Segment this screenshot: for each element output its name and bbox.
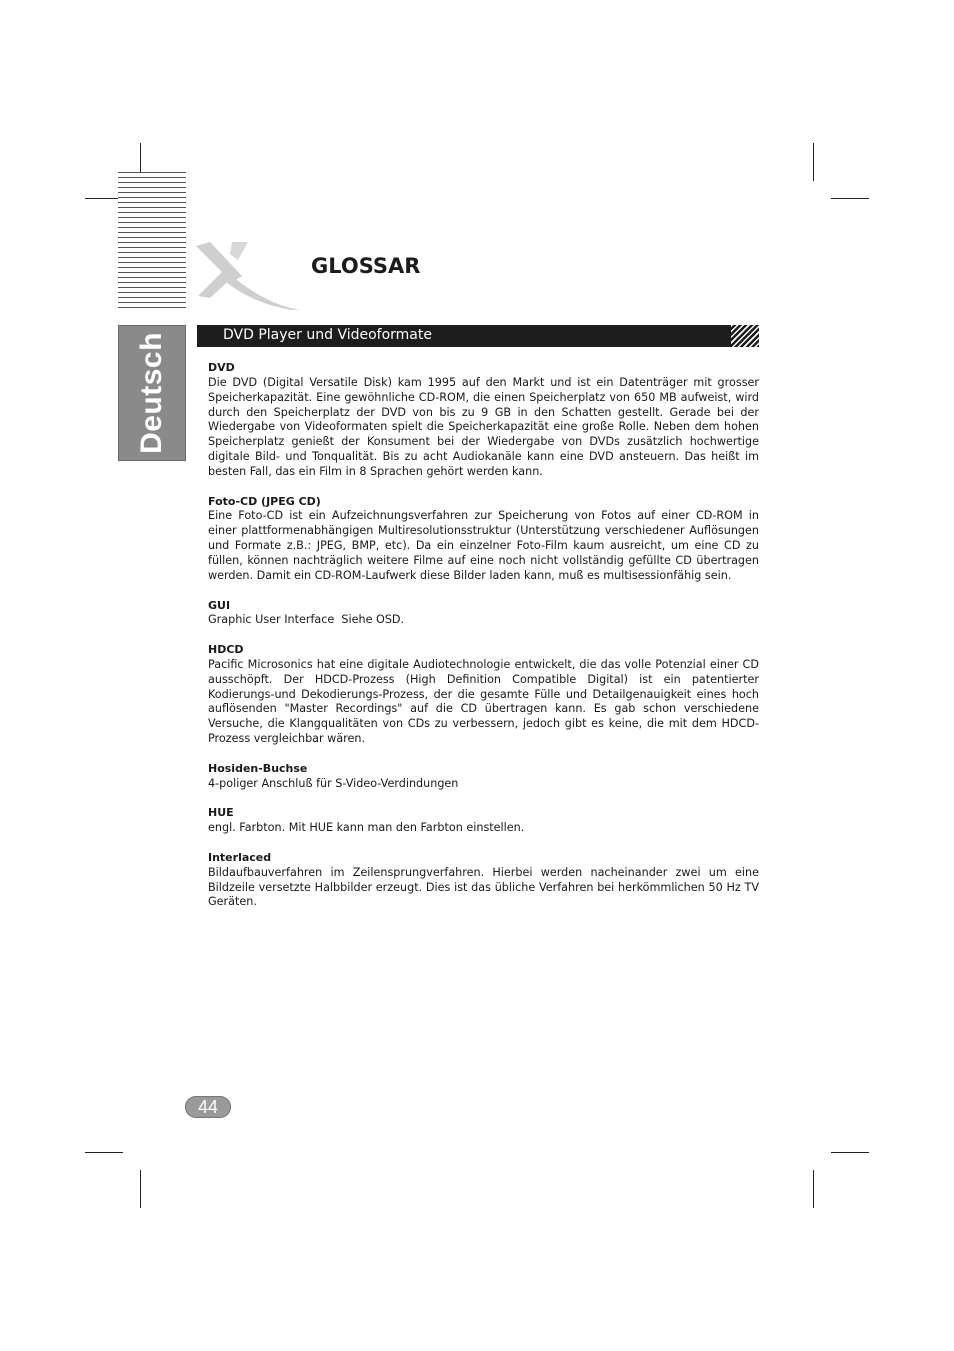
glossary-term: HUE — [208, 806, 234, 820]
crop-mark — [813, 1170, 814, 1208]
glossary-entry — [208, 851, 759, 910]
glossary-definition: engl. Farbton. Mit HUE kann man den Farbton einstellen. — [208, 821, 525, 835]
brand-x-logo — [196, 238, 304, 314]
glossary-definition: Graphic User Interface Siehe OSD. — [208, 613, 405, 627]
page-number-badge: 44 — [185, 1096, 231, 1118]
glossary-definition: 4-poliger Anschluß für S-Video-Verdindungen — [208, 776, 459, 790]
glossary-entry — [208, 599, 759, 629]
page-title: GLOSSAR — [311, 254, 421, 278]
glossary-term: Foto-CD (JPEG CD) — [208, 494, 321, 508]
glossary-entry — [208, 643, 759, 747]
glossary-term: DVD — [208, 361, 235, 374]
glossary-term: HDCD — [208, 643, 244, 657]
crop-mark — [831, 1152, 869, 1153]
glossary-term: Hosiden-Buchse — [208, 761, 308, 775]
crop-mark — [85, 1152, 123, 1153]
crop-mark — [140, 1170, 141, 1208]
section-hatch-decoration — [731, 325, 759, 347]
glossary-definition: Eine Foto-CD ist ein Aufzeichnungsverfahren zur Speicherung von Fotos auf einer CD-ROM in einer plattformenabhängigen Multiresolutionsstruktur (Unterstützung verschiedener Auflösungen und Formate z.B.: JPEG, BMP, etc). Da ein einzelner Foto-Film kaum ausreicht, um eine CD zu füllen, können nachträglich weitere Filme auf eine noch nicht vollständig gefüllte CD übertragen werden. Damit ein CD-ROM-Laufwerk diese Bilder laden kann, muß es multisessionfähig sein. — [208, 509, 759, 582]
crop-mark — [813, 143, 814, 181]
glossary-entry — [208, 361, 759, 480]
section-title: DVD Player und Videoformate — [223, 327, 432, 343]
glossary-list — [208, 361, 759, 925]
glossary-definition: Die DVD (Digital Versatile Disk) kam 1995 auf den Markt und ist ein Datenträger mit grosser Speicherkapazität. Eine gewöhnliche CD-ROM, die einen Speicherplatz von 650 MB aufweist, wird durch den Speicherplatz der DVD von bis zu 9 GB in den Schatten gestellt. Gerade bei der Wiedergabe von Videoformaten spielt die Speicherkapazität eine große Rolle. Neben dem hohen Speicherplatz genießt der Konsument bei der Wiedergabe von DVDs zusätzlich hochwertige digitale Bild- und Tonqualität. Bis zu acht Audiokanäle kann eine DVD ansteuern. Das heißt im besten Fall, das ein Film in 8 Sprachen gehört werden kann. — [208, 375, 759, 478]
glossary-definition: Pacific Microsonics hat eine digitale Audiotechnologie entwickelt, die das volle Potenzial einer CD ausschöpft. Der HDCD-Prozess (High Definition Compatible Digital) ist ein patentierter Kodierungs-und Dekodierungs-Prozess, der die gesamte Fülle und Detailgenauigkeit eines hoch auflösenden "Master Recordings" auf die CD übertragen kann. Es gab schon verschiedene Versuche, die Klangqualitäten von CDs zu verbessern, jedoch gibt es keine, die mit dem HDCD-Prozess vergleichbar wären. — [208, 657, 759, 746]
glossary-definition: Bildaufbauverfahren im Zeilensprungverfahren. Hierbei werden nacheinander zwei um eine Bildzeile versetzte Halbbilder erzeugt. Dies ist das übliche Verfahren bei herkömmlichen 50 Hz TV Geräten. — [208, 865, 759, 909]
crop-mark — [831, 198, 869, 199]
glossary-entry — [208, 806, 759, 836]
decorative-stripes — [118, 172, 186, 312]
section-header — [197, 325, 759, 347]
language-tab — [118, 325, 186, 461]
glossary-entry — [208, 762, 759, 792]
glossary-term: GUI — [208, 598, 231, 612]
glossary-term: Interlaced — [208, 850, 272, 864]
language-tab-label: Deutsch — [135, 332, 168, 454]
glossary-entry — [208, 495, 759, 584]
